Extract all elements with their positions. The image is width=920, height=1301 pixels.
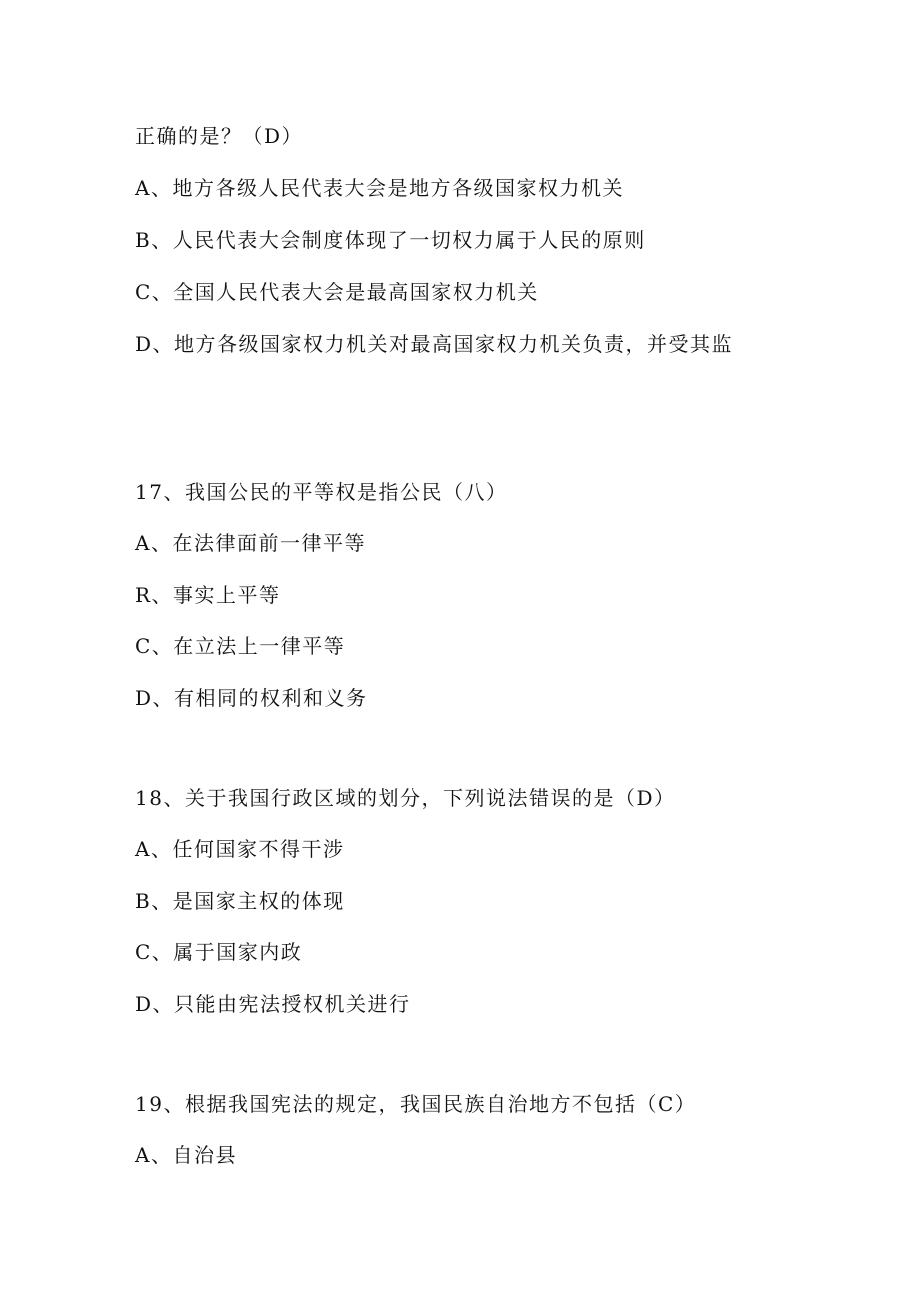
question-18-option-a: A、任何国家不得干涉 bbox=[135, 837, 345, 861]
question-19-option-a: A、自治县 bbox=[135, 1143, 237, 1167]
question-16-option-b: B、人民代表大会制度体现了一切权力属于人民的原则 bbox=[135, 228, 646, 252]
question-18-option-d: D、只能由宪法授权机关进行 bbox=[135, 992, 411, 1016]
question-17-option-c: C、在立法上一律平等 bbox=[135, 634, 346, 658]
question-16-option-a: A、地方各级人民代表大会是地方各级国家权力机关 bbox=[135, 176, 624, 200]
question-18-stem: 18、关于我国行政区域的划分，下列说法错误的是（D） bbox=[135, 786, 676, 810]
question-17-stem: 17、我国公民的平等权是指公民（八） bbox=[135, 480, 508, 504]
question-16-option-d: D、地方各级国家权力机关对最高国家权力机关负责，并受其监 bbox=[135, 332, 734, 356]
question-18-option-c: C、属于国家内政 bbox=[135, 940, 303, 964]
question-17-option-d: D、有相同的权利和义务 bbox=[135, 686, 368, 710]
question-18-option-b: B、是国家主权的体现 bbox=[135, 889, 345, 913]
question-16-option-c: C、全国人民代表大会是最高国家权力机关 bbox=[135, 280, 539, 304]
question-17-option-b: R、事实上平等 bbox=[135, 583, 281, 607]
question-17-option-a: A、在法律面前一律平等 bbox=[135, 531, 366, 555]
question-19-stem: 19、根据我国宪法的规定，我国民族自治地方不包括（C） bbox=[135, 1092, 697, 1116]
question-16-stem-tail: 正确的是？（D） bbox=[135, 124, 304, 148]
